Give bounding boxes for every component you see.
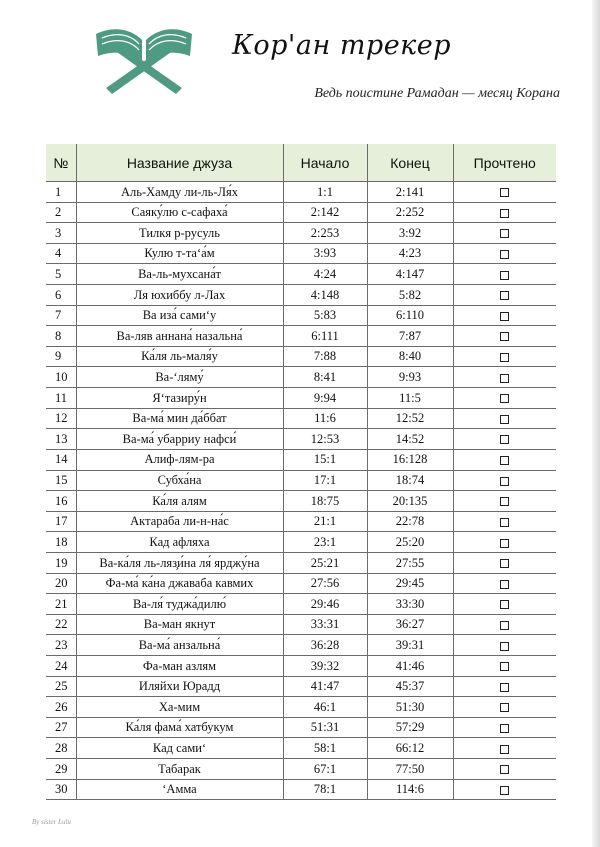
juz-name: Ва-ль-мухсана́т bbox=[76, 264, 283, 285]
read-checkbox[interactable] bbox=[500, 415, 509, 424]
juz-start: 39:32 bbox=[283, 656, 367, 677]
juz-start: 1:1 bbox=[283, 182, 367, 203]
column-header-start: Начало bbox=[283, 144, 367, 182]
read-checkbox[interactable] bbox=[500, 456, 509, 465]
table-row bbox=[46, 717, 556, 738]
juz-number: 3 bbox=[46, 223, 76, 244]
juz-start: 36:28 bbox=[283, 635, 367, 656]
juz-number: 20 bbox=[46, 573, 76, 594]
read-checkbox[interactable] bbox=[500, 250, 509, 259]
juz-name: Саяку́лю с-сафаха́ bbox=[76, 202, 283, 223]
table-row bbox=[46, 491, 556, 512]
juz-start: 17:1 bbox=[283, 470, 367, 491]
read-checkbox[interactable] bbox=[500, 642, 509, 651]
read-checkbox[interactable] bbox=[500, 539, 509, 548]
juz-name: Тилкя р-русуль bbox=[76, 223, 283, 244]
table-row bbox=[46, 779, 556, 800]
read-cell bbox=[453, 305, 556, 326]
table-row bbox=[46, 697, 556, 718]
column-header-num: № bbox=[46, 144, 76, 182]
juz-name: Ва-ма́ убарриу нафси́ bbox=[76, 429, 283, 450]
read-checkbox[interactable] bbox=[500, 435, 509, 444]
juz-name: Ва иза́ сами‘у bbox=[76, 305, 283, 326]
table-row bbox=[46, 202, 556, 223]
read-cell bbox=[453, 388, 556, 409]
page-title: Кор'ан трекер bbox=[232, 30, 452, 61]
juz-start: 4:148 bbox=[283, 285, 367, 306]
juz-name: Фа-ман азлям bbox=[76, 656, 283, 677]
juz-start: 4:24 bbox=[283, 264, 367, 285]
juz-number: 18 bbox=[46, 532, 76, 553]
juz-end: 2:252 bbox=[367, 202, 453, 223]
juz-number: 25 bbox=[46, 676, 76, 697]
table-row bbox=[46, 511, 556, 532]
juz-number: 23 bbox=[46, 635, 76, 656]
read-cell bbox=[453, 759, 556, 780]
juz-number: 5 bbox=[46, 264, 76, 285]
juz-end: 45:37 bbox=[367, 676, 453, 697]
table-row bbox=[46, 656, 556, 677]
read-checkbox[interactable] bbox=[500, 580, 509, 589]
read-cell bbox=[453, 656, 556, 677]
juz-name: Табарак bbox=[76, 759, 283, 780]
juz-name: Кад афляха bbox=[76, 532, 283, 553]
read-cell bbox=[453, 779, 556, 800]
juz-start: 7:88 bbox=[283, 346, 367, 367]
juz-number: 24 bbox=[46, 656, 76, 677]
read-checkbox[interactable] bbox=[500, 353, 509, 362]
read-cell bbox=[453, 738, 556, 759]
column-header-read: Прочтено bbox=[453, 144, 556, 182]
juz-number: 2 bbox=[46, 202, 76, 223]
read-cell bbox=[453, 182, 556, 203]
read-cell bbox=[453, 264, 556, 285]
table-row bbox=[46, 573, 556, 594]
juz-start: 18:75 bbox=[283, 491, 367, 512]
read-cell bbox=[453, 717, 556, 738]
read-cell bbox=[453, 367, 556, 388]
juz-number: 17 bbox=[46, 511, 76, 532]
juz-end: 6:110 bbox=[367, 305, 453, 326]
juz-number: 28 bbox=[46, 738, 76, 759]
juz-start: 58:1 bbox=[283, 738, 367, 759]
juz-number: 10 bbox=[46, 367, 76, 388]
juz-name: Ва-ма́ анзальна́ bbox=[76, 635, 283, 656]
juz-number: 26 bbox=[46, 697, 76, 718]
table-row bbox=[46, 738, 556, 759]
juz-start: 67:1 bbox=[283, 759, 367, 780]
read-checkbox[interactable] bbox=[500, 600, 509, 609]
read-checkbox[interactable] bbox=[500, 477, 509, 486]
read-cell bbox=[453, 635, 556, 656]
read-cell bbox=[453, 429, 556, 450]
juz-end: 114:6 bbox=[367, 779, 453, 800]
juz-start: 5:83 bbox=[283, 305, 367, 326]
read-cell bbox=[453, 614, 556, 635]
juz-start: 41:47 bbox=[283, 676, 367, 697]
juz-number: 1 bbox=[46, 182, 76, 203]
read-cell bbox=[453, 491, 556, 512]
read-checkbox[interactable] bbox=[500, 188, 509, 197]
juz-name: Субха́на bbox=[76, 470, 283, 491]
juz-name: Ха-мим bbox=[76, 697, 283, 718]
juz-end: 5:82 bbox=[367, 285, 453, 306]
juz-start: 12:53 bbox=[283, 429, 367, 450]
juz-start: 78:1 bbox=[283, 779, 367, 800]
juz-number: 11 bbox=[46, 388, 76, 409]
table-row bbox=[46, 614, 556, 635]
juz-start: 15:1 bbox=[283, 449, 367, 470]
juz-start: 3:93 bbox=[283, 243, 367, 264]
juz-number: 9 bbox=[46, 346, 76, 367]
read-checkbox[interactable] bbox=[500, 518, 509, 527]
read-checkbox[interactable] bbox=[500, 765, 509, 774]
read-cell bbox=[453, 532, 556, 553]
table-row bbox=[46, 429, 556, 450]
table-row bbox=[46, 285, 556, 306]
juz-end: 29:45 bbox=[367, 573, 453, 594]
juz-number: 16 bbox=[46, 491, 76, 512]
juz-start: 25:21 bbox=[283, 552, 367, 573]
read-checkbox[interactable] bbox=[500, 559, 509, 568]
juz-number: 14 bbox=[46, 449, 76, 470]
juz-number: 4 bbox=[46, 243, 76, 264]
table-row bbox=[46, 532, 556, 553]
juz-tracker-table bbox=[46, 144, 556, 800]
juz-number: 30 bbox=[46, 779, 76, 800]
read-checkbox[interactable] bbox=[500, 703, 509, 712]
juz-number: 22 bbox=[46, 614, 76, 635]
juz-end: 14:52 bbox=[367, 429, 453, 450]
read-checkbox[interactable] bbox=[500, 683, 509, 692]
juz-start: 2:253 bbox=[283, 223, 367, 244]
juz-number: 15 bbox=[46, 470, 76, 491]
read-cell bbox=[453, 449, 556, 470]
read-cell bbox=[453, 223, 556, 244]
juz-end: 36:27 bbox=[367, 614, 453, 635]
juz-name: Аль-Хамду ли-ль-Ля́х bbox=[76, 182, 283, 203]
read-checkbox[interactable] bbox=[500, 374, 509, 383]
juz-end: 77:50 bbox=[367, 759, 453, 780]
juz-start: 23:1 bbox=[283, 532, 367, 553]
juz-number: 19 bbox=[46, 552, 76, 573]
juz-start: 8:41 bbox=[283, 367, 367, 388]
read-checkbox[interactable] bbox=[500, 229, 509, 238]
juz-name: Ва-ма́ мин да́ббат bbox=[76, 408, 283, 429]
juz-name: Ва-ка́ля ль-ляз̧и́на ля́ ярджу́на bbox=[76, 552, 283, 573]
juz-start: 29:46 bbox=[283, 594, 367, 615]
read-checkbox[interactable] bbox=[500, 394, 509, 403]
juz-number: 6 bbox=[46, 285, 76, 306]
juz-end: 25:20 bbox=[367, 532, 453, 553]
read-cell bbox=[453, 511, 556, 532]
column-header-name: Название джуза bbox=[76, 144, 283, 182]
table-row bbox=[46, 243, 556, 264]
column-header-end: Конец bbox=[367, 144, 453, 182]
juz-end: 11:5 bbox=[367, 388, 453, 409]
read-checkbox[interactable] bbox=[500, 497, 509, 506]
juz-start: 6:111 bbox=[283, 326, 367, 347]
table-row bbox=[46, 326, 556, 347]
read-checkbox[interactable] bbox=[500, 662, 509, 671]
table-row bbox=[46, 594, 556, 615]
read-checkbox[interactable] bbox=[500, 332, 509, 341]
juz-end: 27:55 bbox=[367, 552, 453, 573]
juz-number: 13 bbox=[46, 429, 76, 450]
juz-name: Ва-ляв аннана́ назальна́ bbox=[76, 326, 283, 347]
juz-name: Актараба ли-н-на́с bbox=[76, 511, 283, 532]
table-row bbox=[46, 449, 556, 470]
read-checkbox[interactable] bbox=[500, 291, 509, 300]
juz-number: 12 bbox=[46, 408, 76, 429]
read-cell bbox=[453, 243, 556, 264]
juz-end: 8:40 bbox=[367, 346, 453, 367]
read-cell bbox=[453, 470, 556, 491]
juz-end: 57:29 bbox=[367, 717, 453, 738]
read-checkbox[interactable] bbox=[500, 621, 509, 630]
table-row bbox=[46, 367, 556, 388]
read-cell bbox=[453, 573, 556, 594]
juz-name: Я‘тазиру́н bbox=[76, 388, 283, 409]
table-row bbox=[46, 470, 556, 491]
juz-start: 51:31 bbox=[283, 717, 367, 738]
read-cell bbox=[453, 594, 556, 615]
juz-end: 4:23 bbox=[367, 243, 453, 264]
juz-name: Кулю т-та‘а́м bbox=[76, 243, 283, 264]
juz-end: 12:52 bbox=[367, 408, 453, 429]
juz-name: Фа-ма́ ка́на джаваба кавмих bbox=[76, 573, 283, 594]
juz-end: 2:141 bbox=[367, 182, 453, 203]
table-row bbox=[46, 346, 556, 367]
juz-name: Ва-ля́ туджа́дилю́ bbox=[76, 594, 283, 615]
juz-number: 29 bbox=[46, 759, 76, 780]
juz-end: 9:93 bbox=[367, 367, 453, 388]
read-checkbox[interactable] bbox=[500, 209, 509, 218]
table-row bbox=[46, 264, 556, 285]
page-subtitle: Ведь поистине Рамадан — месяц Корана bbox=[314, 86, 560, 101]
juz-name: Иляйхи Юрадд bbox=[76, 676, 283, 697]
juz-end: 18:74 bbox=[367, 470, 453, 491]
juz-end: 7:87 bbox=[367, 326, 453, 347]
juz-name: ‘Амма bbox=[76, 779, 283, 800]
read-checkbox[interactable] bbox=[500, 786, 509, 795]
juz-number: 7 bbox=[46, 305, 76, 326]
read-checkbox[interactable] bbox=[500, 724, 509, 733]
juz-number: 21 bbox=[46, 594, 76, 615]
table-row bbox=[46, 635, 556, 656]
juz-name: Ля юхиббу л-Лах bbox=[76, 285, 283, 306]
juz-start: 33:31 bbox=[283, 614, 367, 635]
juz-end: 66:12 bbox=[367, 738, 453, 759]
juz-name: Ва-‘ляму́ bbox=[76, 367, 283, 388]
juz-name: Ка́ля ль-маля́у bbox=[76, 346, 283, 367]
table-row bbox=[46, 552, 556, 573]
juz-name: Алиф-лям-ра bbox=[76, 449, 283, 470]
juz-end: 4:147 bbox=[367, 264, 453, 285]
juz-end: 20:135 bbox=[367, 491, 453, 512]
juz-number: 8 bbox=[46, 326, 76, 347]
juz-start: 2:142 bbox=[283, 202, 367, 223]
juz-start: 9:94 bbox=[283, 388, 367, 409]
juz-end: 22:78 bbox=[367, 511, 453, 532]
read-checkbox[interactable] bbox=[500, 271, 509, 280]
juz-end: 51:30 bbox=[367, 697, 453, 718]
juz-end: 41:46 bbox=[367, 656, 453, 677]
juz-end: 16:128 bbox=[367, 449, 453, 470]
quran-book-icon bbox=[92, 24, 196, 100]
juz-name: Ка́ля алям bbox=[76, 491, 283, 512]
juz-name: Ва-ман якнут bbox=[76, 614, 283, 635]
read-cell bbox=[453, 552, 556, 573]
table-header-row bbox=[46, 144, 556, 182]
table-row bbox=[46, 759, 556, 780]
juz-end: 39:31 bbox=[367, 635, 453, 656]
table-row bbox=[46, 408, 556, 429]
table-row bbox=[46, 388, 556, 409]
juz-start: 11:6 bbox=[283, 408, 367, 429]
read-cell bbox=[453, 285, 556, 306]
read-cell bbox=[453, 326, 556, 347]
read-cell bbox=[453, 408, 556, 429]
juz-name: Кад сами‘ bbox=[76, 738, 283, 759]
juz-end: 33:30 bbox=[367, 594, 453, 615]
read-checkbox[interactable] bbox=[500, 312, 509, 321]
read-checkbox[interactable] bbox=[500, 745, 509, 754]
table-row bbox=[46, 305, 556, 326]
footer-credit: By sister Lulu bbox=[32, 818, 71, 826]
juz-number: 27 bbox=[46, 717, 76, 738]
juz-start: 27:56 bbox=[283, 573, 367, 594]
page-edge bbox=[592, 0, 600, 847]
juz-start: 46:1 bbox=[283, 697, 367, 718]
read-cell bbox=[453, 697, 556, 718]
table-row bbox=[46, 223, 556, 244]
table-row bbox=[46, 182, 556, 203]
read-cell bbox=[453, 676, 556, 697]
read-cell bbox=[453, 346, 556, 367]
juz-start: 21:1 bbox=[283, 511, 367, 532]
table-row bbox=[46, 676, 556, 697]
juz-name: Ка́ля фама́ хатбукум bbox=[76, 717, 283, 738]
juz-end: 3:92 bbox=[367, 223, 453, 244]
read-cell bbox=[453, 202, 556, 223]
